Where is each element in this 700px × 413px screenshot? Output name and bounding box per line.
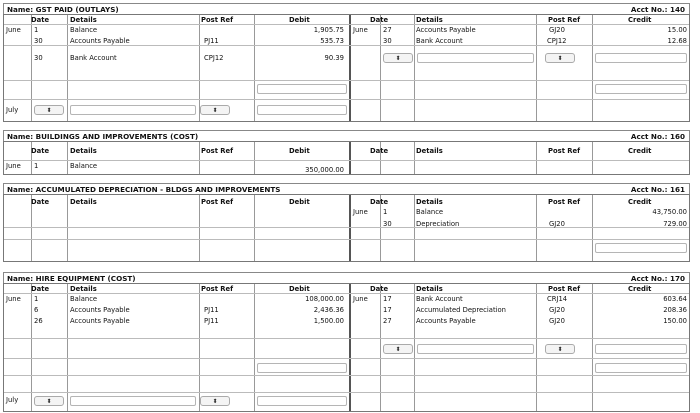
- debit-input[interactable]: [257, 105, 347, 115]
- entry-details: Balance: [70, 295, 98, 303]
- header-details: Details: [70, 16, 97, 24]
- entry-credit: 208.36: [663, 306, 687, 314]
- ledger-grid: [3, 283, 690, 412]
- entry-day: 1: [34, 26, 39, 34]
- postref-select[interactable]: ⬍: [545, 53, 575, 63]
- entry-day: 1: [34, 162, 39, 170]
- header-details: Details: [416, 285, 443, 293]
- header-postref: Post Ref: [201, 198, 234, 206]
- header-postref: Post Ref: [548, 147, 581, 155]
- header-details: Details: [416, 198, 443, 206]
- header-postref: Post Ref: [201, 147, 234, 155]
- header-details: Details: [70, 285, 97, 293]
- entry-postref: PJ11: [204, 317, 219, 325]
- entry-day: 26: [34, 317, 43, 325]
- entry-debit: 1,500.00: [313, 317, 344, 325]
- header-details: Details: [70, 147, 97, 155]
- credit-total-input[interactable]: [595, 243, 687, 253]
- footer-month: July: [6, 106, 19, 114]
- account-number: Acct No.: 160: [630, 132, 685, 141]
- entry-debit: 90.39: [324, 54, 344, 62]
- header-date: Date: [31, 198, 50, 206]
- entry-credit: 15.00: [667, 26, 687, 34]
- account-number: Acct No.: 161: [630, 185, 685, 194]
- header-date: Date: [370, 198, 389, 206]
- ledger-grid: [3, 141, 690, 175]
- header-credit: Credit: [628, 147, 652, 155]
- entry-day: 6: [34, 306, 39, 314]
- ledger-hire-equipment: [3, 272, 690, 411]
- entry-details: Depreciation: [416, 220, 460, 228]
- entry-postref: CPJ12: [547, 37, 567, 45]
- entry-postref: CPJ12: [204, 54, 224, 62]
- details-input[interactable]: [70, 105, 196, 115]
- header-date: Date: [31, 147, 50, 155]
- account-number: Acct No.: 170: [630, 274, 685, 283]
- header-debit: Debit: [289, 285, 310, 293]
- header-details: Details: [416, 16, 443, 24]
- entry-details: Bank Account: [416, 295, 463, 303]
- entry-day: 30: [34, 37, 43, 45]
- entry-postref: PJ11: [204, 37, 219, 45]
- ledger-accumulated-depreciation: [3, 183, 690, 263]
- entry-day: 27: [383, 317, 392, 325]
- footer-month: July: [6, 396, 19, 404]
- entry-details: Balance: [70, 162, 98, 170]
- entry-debit: 2,436.36: [313, 306, 344, 314]
- entry-day: 17: [383, 306, 392, 314]
- entry-details: Accounts Payable: [70, 306, 130, 314]
- account-name: Name: HIRE EQUIPMENT (COST): [7, 274, 136, 283]
- debit-input[interactable]: [257, 396, 347, 406]
- header-debit: Debit: [289, 198, 310, 206]
- debit-total-input[interactable]: [257, 363, 347, 373]
- header-postref: Post Ref: [201, 285, 234, 293]
- account-number: Acct No.: 140: [630, 5, 685, 14]
- header-date: Date: [370, 147, 389, 155]
- entry-credit: 43,750.00: [652, 208, 687, 216]
- header-postref: Post Ref: [548, 16, 581, 24]
- ledger-buildings: [3, 130, 690, 175]
- debit-total-input[interactable]: [257, 84, 347, 94]
- details-input[interactable]: [70, 396, 196, 406]
- entry-details: Accounts Payable: [70, 37, 130, 45]
- entry-month: June: [353, 208, 368, 216]
- details-input[interactable]: [417, 53, 534, 63]
- ledger-grid: [3, 14, 690, 122]
- entry-month: June: [6, 26, 21, 34]
- header-debit: Debit: [289, 16, 310, 24]
- entry-details: Balance: [416, 208, 444, 216]
- entry-day: 1: [34, 295, 39, 303]
- credit-total-input[interactable]: [595, 363, 687, 373]
- header-debit: Debit: [289, 147, 310, 155]
- entry-details: Accumulated Depreciation: [416, 306, 506, 314]
- entry-month: June: [353, 26, 368, 34]
- header-credit: Credit: [628, 198, 652, 206]
- account-name: Name: BUILDINGS AND IMPROVEMENTS (COST): [7, 132, 199, 141]
- credit-total-input[interactable]: [595, 84, 687, 94]
- header-details: Details: [70, 198, 97, 206]
- entry-credit: 603.64: [663, 295, 687, 303]
- entry-details: Accounts Payable: [416, 26, 476, 34]
- entry-details: Balance: [70, 26, 98, 34]
- entry-day: 30: [34, 54, 43, 62]
- entry-credit: 12.68: [667, 37, 687, 45]
- entry-debit: 1,905.75: [313, 26, 344, 34]
- header-postref: Post Ref: [548, 285, 581, 293]
- entry-credit: 150.00: [663, 317, 687, 325]
- entry-day: 30: [383, 220, 392, 228]
- day-select[interactable]: ⬍: [383, 344, 413, 354]
- entry-postref: GJ20: [549, 220, 565, 228]
- entry-debit: 535.73: [320, 37, 344, 45]
- entry-details: Bank Account: [70, 54, 117, 62]
- entry-month: June: [6, 162, 21, 170]
- header-credit: Credit: [628, 285, 652, 293]
- entry-postref: GJ20: [549, 306, 565, 314]
- account-name: Name: ACCUMULATED DEPRECIATION - BLDGS AND IMPROVEMENTS: [7, 185, 281, 194]
- entry-postref: PJ11: [204, 306, 219, 314]
- entry-day: 17: [383, 295, 392, 303]
- entry-postref: GJ20: [549, 26, 565, 34]
- entry-day: 30: [383, 37, 392, 45]
- header-date: Date: [370, 16, 389, 24]
- header-postref: Post Ref: [201, 16, 234, 24]
- header-date: Date: [31, 285, 50, 293]
- entry-month: June: [6, 295, 21, 303]
- ledger-gst-paid: [3, 3, 690, 121]
- day-select[interactable]: ⬍: [34, 396, 64, 406]
- header-date: Date: [31, 16, 50, 24]
- header-postref: Post Ref: [548, 198, 581, 206]
- entry-debit: 350,000.00: [305, 166, 344, 174]
- postref-select[interactable]: ⬍: [545, 344, 575, 354]
- entry-debit: 108,000.00: [305, 295, 344, 303]
- credit-input[interactable]: [595, 53, 687, 63]
- account-name: Name: GST PAID (OUTLAYS): [7, 5, 119, 14]
- header-credit: Credit: [628, 16, 652, 24]
- header-date: Date: [370, 285, 389, 293]
- ledger-grid: [3, 194, 690, 262]
- entry-credit: 729.00: [663, 220, 687, 228]
- entry-day: 27: [383, 26, 392, 34]
- entry-details: Accounts Payable: [70, 317, 130, 325]
- details-input[interactable]: [417, 344, 534, 354]
- entry-postref: CRJ14: [547, 295, 568, 303]
- day-select[interactable]: ⬍: [34, 105, 64, 115]
- postref-select[interactable]: ⬍: [200, 105, 230, 115]
- postref-select[interactable]: ⬍: [200, 396, 230, 406]
- entry-details: Bank Account: [416, 37, 463, 45]
- entry-details: Accounts Payable: [416, 317, 476, 325]
- entry-day: 1: [383, 208, 388, 216]
- entry-postref: GJ20: [549, 317, 565, 325]
- credit-input[interactable]: [595, 344, 687, 354]
- day-select[interactable]: ⬍: [383, 53, 413, 63]
- header-details: Details: [416, 147, 443, 155]
- entry-month: June: [353, 295, 368, 303]
